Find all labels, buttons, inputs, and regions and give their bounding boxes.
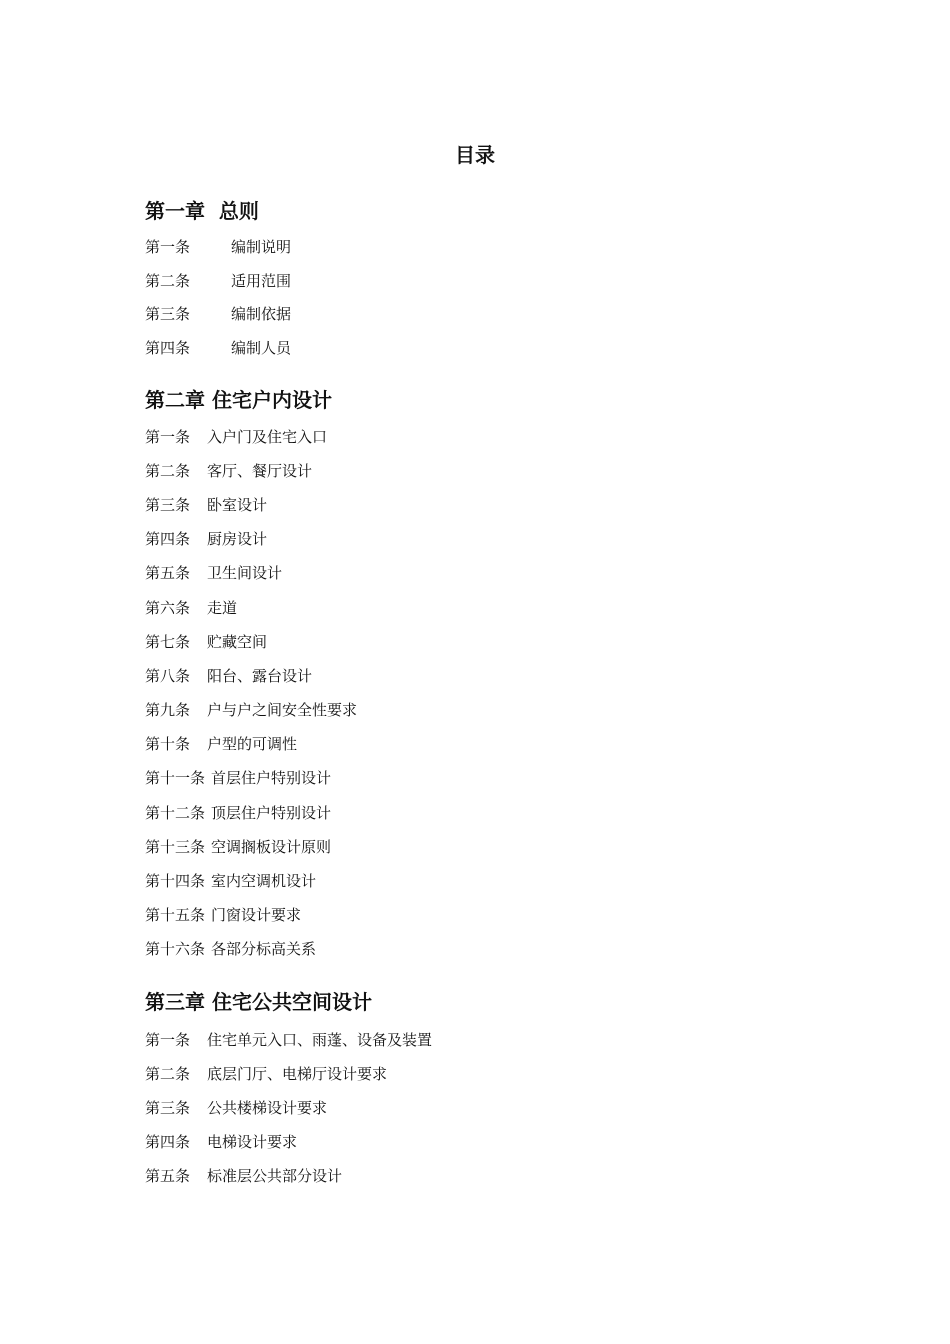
article-number: 第十四条 [145, 872, 206, 891]
toc-entry[interactable] [145, 693, 845, 727]
toc-entry[interactable] [145, 658, 845, 692]
toc-entry[interactable] [145, 932, 845, 966]
article-number: 第二条 [145, 1064, 191, 1083]
article-number: 第十条 [145, 735, 191, 754]
toc-entry[interactable] [145, 795, 845, 829]
article-title: 电梯设计要求 [207, 1133, 298, 1152]
article-title: 客厅、餐厅设计 [207, 461, 313, 480]
article-title: 门窗设计要求 [211, 906, 302, 925]
toc-entry[interactable] [145, 829, 845, 863]
toc-entry[interactable] [145, 297, 845, 331]
article-title: 适用范围 [231, 271, 292, 290]
chapter-heading[interactable]: 第一章 总则 [145, 199, 259, 223]
article-title: 住宅单元入口、雨蓬、设备及装置 [207, 1030, 433, 1049]
toc-entry[interactable] [145, 624, 845, 658]
article-number: 第四条 [145, 338, 191, 357]
article-number: 第十三条 [145, 837, 206, 856]
chapter-1 [145, 195, 845, 364]
toc-entry[interactable] [145, 230, 845, 264]
article-number: 第五条 [145, 1167, 191, 1186]
toc-entry[interactable] [145, 898, 845, 932]
toc-entry[interactable] [145, 556, 845, 590]
article-title: 编制说明 [231, 238, 292, 257]
article-number: 第七条 [145, 632, 191, 651]
toc-entry[interactable] [145, 1022, 845, 1056]
toc-entry[interactable] [145, 590, 845, 624]
article-number: 第一条 [145, 238, 191, 257]
article-title: 底层门厅、电梯厅设计要求 [207, 1064, 388, 1083]
article-number: 第三条 [145, 305, 191, 324]
article-title: 空调搁板设计原则 [211, 837, 332, 856]
toc-entry[interactable] [145, 727, 845, 761]
toc-entry[interactable] [145, 761, 845, 795]
toc-entry[interactable] [145, 1159, 845, 1193]
article-number: 第十五条 [145, 906, 206, 925]
article-title: 户型的可调性 [207, 735, 298, 754]
article-number: 第五条 [145, 564, 191, 583]
article-title: 走道 [207, 598, 238, 617]
article-number: 第二条 [145, 461, 191, 480]
article-number: 第四条 [145, 530, 191, 549]
toc-entry[interactable] [145, 331, 845, 365]
toc-entry[interactable] [145, 1090, 845, 1124]
article-title: 首层住户特别设计 [211, 769, 332, 788]
article-title: 各部分标高关系 [211, 940, 317, 959]
article-title: 编制依据 [231, 305, 292, 324]
article-title: 入户门及住宅入口 [207, 427, 328, 446]
toc-entry[interactable] [145, 522, 845, 556]
toc-entry[interactable] [145, 1125, 845, 1159]
article-title: 编制人员 [231, 338, 292, 357]
article-title: 厨房设计 [207, 530, 268, 549]
article-number: 第三条 [145, 495, 191, 514]
toc-entry[interactable] [145, 487, 845, 521]
article-number: 第九条 [145, 701, 191, 720]
article-title: 卫生间设计 [207, 564, 283, 583]
article-title: 户与户之间安全性要求 [207, 701, 358, 720]
article-number: 第二条 [145, 271, 191, 290]
toc-title: 目录 [455, 143, 495, 167]
toc-entry[interactable] [145, 863, 845, 897]
article-number: 第四条 [145, 1133, 191, 1152]
article-number: 第八条 [145, 666, 191, 685]
article-title: 室内空调机设计 [211, 872, 317, 891]
article-title: 公共楼梯设计要求 [207, 1098, 328, 1117]
article-title: 顶层住户特别设计 [211, 803, 332, 822]
toc-entry[interactable] [145, 1056, 845, 1090]
chapter-3 [145, 986, 845, 1193]
article-number: 第一条 [145, 427, 191, 446]
article-number: 第十二条 [145, 803, 206, 822]
article-number: 第一条 [145, 1030, 191, 1049]
article-title: 卧室设计 [207, 495, 268, 514]
article-number: 第十六条 [145, 940, 206, 959]
article-number: 第六条 [145, 598, 191, 617]
article-number: 第三条 [145, 1098, 191, 1117]
chapter-heading[interactable]: 第三章 住宅公共空间设计 [145, 990, 372, 1014]
article-title: 阳台、露台设计 [207, 666, 313, 685]
article-title: 标准层公共部分设计 [207, 1167, 343, 1186]
chapter-heading[interactable]: 第二章 住宅户内设计 [145, 388, 332, 412]
toc-entry[interactable] [145, 264, 845, 298]
article-title: 贮藏空间 [207, 632, 268, 651]
toc-entry[interactable] [145, 453, 845, 487]
toc-entry[interactable] [145, 419, 845, 453]
chapter-2 [145, 384, 845, 966]
article-number: 第十一条 [145, 769, 206, 788]
